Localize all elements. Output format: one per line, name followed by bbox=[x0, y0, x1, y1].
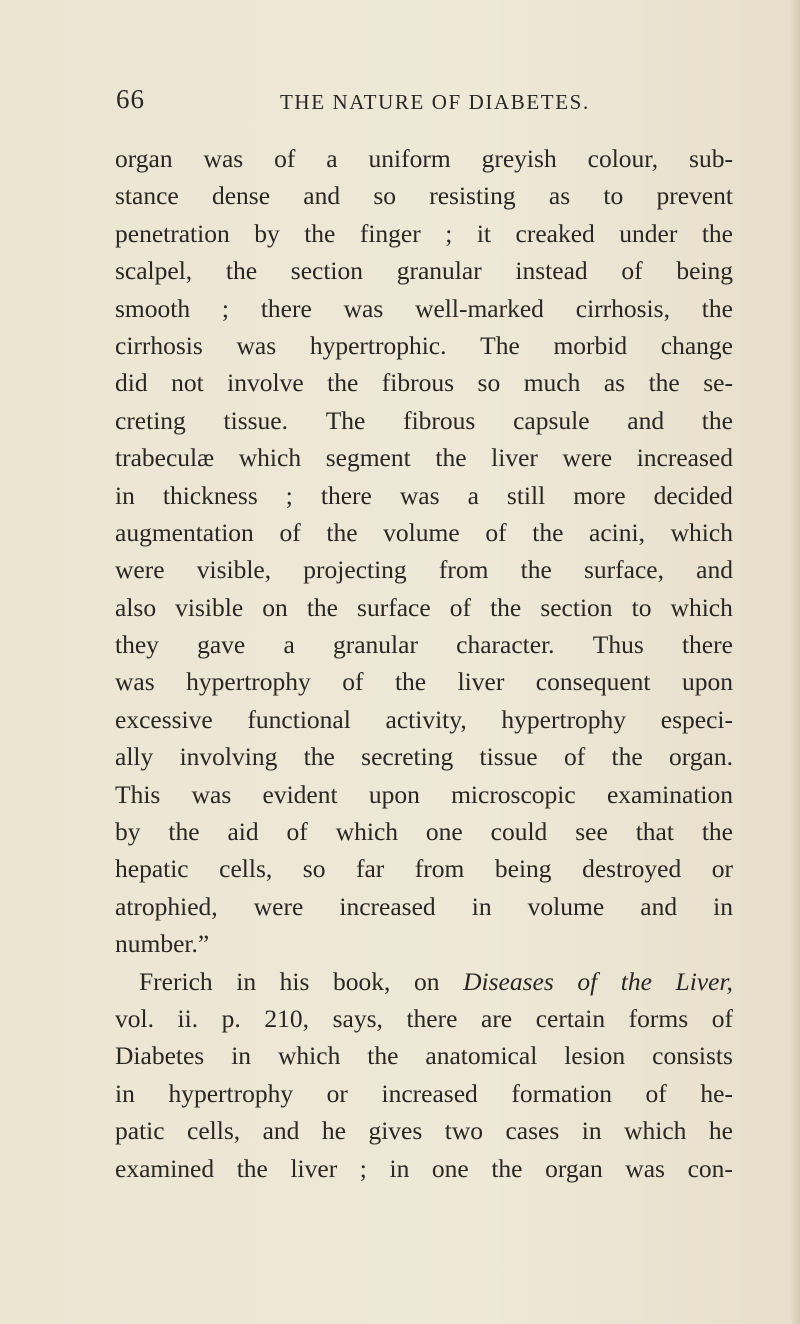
text-line bbox=[115, 1118, 733, 1155]
word: a bbox=[467, 480, 479, 510]
word: was bbox=[399, 480, 440, 510]
word: This bbox=[115, 779, 161, 809]
word: increased bbox=[636, 443, 733, 473]
word: trabeculæ bbox=[115, 443, 215, 473]
word: which bbox=[238, 443, 302, 473]
word: are bbox=[481, 1003, 513, 1033]
word: gives bbox=[368, 1116, 423, 1146]
word: he bbox=[708, 1116, 733, 1146]
word: patic bbox=[115, 1116, 165, 1146]
text-line bbox=[115, 592, 733, 632]
word: was bbox=[343, 293, 384, 323]
word: involve bbox=[227, 368, 304, 398]
word: in bbox=[115, 480, 135, 510]
word: the bbox=[225, 256, 258, 286]
word: thickness bbox=[162, 480, 258, 510]
text-line bbox=[115, 480, 733, 520]
word: granular bbox=[396, 256, 482, 286]
word: was bbox=[115, 667, 155, 697]
word: section bbox=[290, 256, 364, 286]
word: of bbox=[645, 1078, 667, 1108]
word: forms bbox=[628, 1003, 689, 1033]
word: he bbox=[321, 1116, 346, 1146]
word: the bbox=[168, 817, 200, 847]
text-line bbox=[115, 146, 733, 183]
text-line bbox=[115, 557, 733, 594]
word: the bbox=[367, 1041, 399, 1071]
word: finger bbox=[359, 218, 421, 248]
word: vol. bbox=[115, 1003, 154, 1033]
text-line bbox=[115, 856, 733, 893]
word: the bbox=[611, 742, 643, 772]
running-title: THE NATURE OF DIABETES. bbox=[280, 90, 590, 114]
word: segment bbox=[325, 443, 411, 473]
word: the bbox=[326, 517, 358, 547]
word: so bbox=[302, 854, 326, 884]
word: excessive bbox=[115, 704, 213, 734]
body-text bbox=[115, 146, 733, 1193]
word: sub- bbox=[689, 144, 733, 173]
word: the bbox=[491, 1153, 523, 1183]
word: not bbox=[171, 368, 204, 398]
word: tissue. bbox=[223, 405, 288, 435]
word: so bbox=[373, 181, 396, 211]
word: in bbox=[471, 891, 492, 921]
word: which bbox=[278, 1041, 341, 1071]
word: examination bbox=[606, 779, 733, 809]
word: evident bbox=[262, 779, 338, 809]
word: the bbox=[701, 405, 733, 435]
word: number.” bbox=[115, 929, 210, 959]
word: the bbox=[520, 555, 552, 585]
word: as bbox=[548, 181, 571, 211]
word: capsule bbox=[513, 405, 590, 435]
word: of bbox=[621, 256, 643, 286]
word: in bbox=[713, 891, 733, 921]
word: of bbox=[711, 1003, 733, 1033]
word: of bbox=[286, 817, 308, 847]
text-line bbox=[115, 1003, 733, 1043]
text-line bbox=[115, 819, 733, 856]
word: surface bbox=[357, 592, 431, 622]
word: hypertrophy bbox=[168, 1078, 294, 1108]
word: the bbox=[701, 293, 733, 323]
word: hypertrophy bbox=[186, 667, 311, 697]
word: volume bbox=[383, 517, 460, 547]
word: there bbox=[320, 480, 372, 510]
word: decided bbox=[653, 480, 733, 510]
word: aid bbox=[227, 817, 259, 847]
word: of bbox=[449, 592, 471, 622]
running-head bbox=[116, 84, 716, 120]
word: gave bbox=[197, 630, 246, 660]
word: increased bbox=[381, 1078, 478, 1108]
word: he- bbox=[700, 1078, 733, 1108]
word: formation bbox=[511, 1078, 612, 1108]
word: especi- bbox=[660, 704, 733, 734]
word: of bbox=[342, 667, 364, 697]
word: microscopic bbox=[451, 779, 576, 809]
word: still bbox=[506, 480, 546, 510]
word: The bbox=[325, 405, 366, 435]
text-line bbox=[115, 293, 733, 333]
word: dense bbox=[211, 181, 271, 211]
word: instead bbox=[515, 256, 588, 286]
text-line bbox=[115, 445, 733, 482]
word: there bbox=[260, 293, 312, 323]
word: se- bbox=[703, 368, 733, 398]
word: functional bbox=[247, 704, 351, 734]
word: also bbox=[115, 592, 157, 622]
word: projecting bbox=[303, 555, 407, 585]
word: surface, bbox=[583, 555, 664, 585]
word: ; bbox=[285, 480, 293, 510]
word: one bbox=[425, 817, 463, 847]
word: was bbox=[191, 779, 232, 809]
word: or bbox=[711, 854, 733, 884]
text-line bbox=[115, 891, 733, 931]
word: see bbox=[575, 817, 608, 847]
word: organ bbox=[115, 144, 173, 173]
word: that bbox=[635, 817, 674, 847]
word: Frerich bbox=[139, 966, 213, 996]
word: did bbox=[115, 368, 148, 398]
word: upon bbox=[368, 779, 420, 809]
word: to bbox=[631, 592, 652, 622]
word: visible bbox=[175, 592, 244, 622]
word: in bbox=[236, 966, 257, 996]
word: in bbox=[231, 1041, 252, 1071]
word: of bbox=[563, 742, 586, 772]
word: Diseases bbox=[463, 966, 554, 996]
word: character. bbox=[456, 630, 555, 660]
word: in bbox=[115, 1078, 135, 1108]
word: ii. bbox=[177, 1003, 199, 1033]
word: and bbox=[303, 181, 341, 211]
text-line bbox=[115, 218, 733, 258]
word: more bbox=[573, 480, 626, 510]
word: the bbox=[701, 817, 733, 847]
word: from bbox=[438, 555, 489, 585]
text-line bbox=[115, 517, 733, 557]
word: as bbox=[603, 368, 626, 398]
word: consequent bbox=[535, 667, 651, 697]
text-line bbox=[115, 966, 733, 1006]
word: p. bbox=[221, 1003, 241, 1033]
word: the bbox=[236, 1153, 268, 1183]
word: cells, bbox=[219, 854, 273, 884]
word: of bbox=[279, 517, 301, 547]
word: organ. bbox=[669, 742, 733, 772]
word: says, bbox=[332, 1003, 383, 1033]
word: creaked bbox=[515, 218, 595, 248]
word: greyish bbox=[481, 144, 557, 173]
text-line bbox=[115, 405, 733, 445]
word: liver bbox=[491, 443, 538, 473]
text-line bbox=[115, 931, 733, 968]
word: colour, bbox=[587, 144, 659, 173]
word: ; bbox=[221, 293, 229, 323]
word: organ bbox=[545, 1153, 603, 1183]
word: consists bbox=[652, 1041, 733, 1071]
word: tissue bbox=[479, 742, 538, 772]
word: stance bbox=[115, 181, 179, 211]
word: penetration bbox=[115, 218, 230, 248]
word: 210, bbox=[264, 1003, 309, 1033]
word: was bbox=[236, 330, 277, 360]
word: to bbox=[603, 181, 624, 211]
word: Liver, bbox=[675, 966, 733, 996]
word: cirrhosis bbox=[115, 330, 203, 360]
word: the bbox=[394, 667, 427, 697]
word: a bbox=[283, 630, 295, 660]
word: involving bbox=[179, 742, 278, 772]
word: of bbox=[485, 517, 507, 547]
word: there bbox=[681, 630, 733, 660]
word: it bbox=[476, 218, 492, 248]
word: acini, bbox=[589, 517, 645, 547]
word: two bbox=[444, 1116, 483, 1146]
word: cells, bbox=[187, 1116, 241, 1146]
word: of bbox=[274, 144, 296, 173]
word: and bbox=[640, 891, 678, 921]
word: of bbox=[577, 966, 598, 996]
word: scalpel, bbox=[115, 256, 193, 286]
word: uniform bbox=[368, 144, 451, 173]
word: the bbox=[306, 592, 338, 622]
word: much bbox=[523, 368, 581, 398]
word: on bbox=[262, 592, 288, 622]
word: they bbox=[115, 630, 159, 660]
word: and bbox=[696, 555, 733, 585]
word: atrophied, bbox=[115, 891, 218, 921]
text-line bbox=[115, 632, 733, 669]
word: resisting bbox=[429, 181, 516, 211]
word: the bbox=[490, 592, 522, 622]
page-edge-shadow bbox=[790, 0, 800, 1324]
word: visible, bbox=[196, 555, 272, 585]
word: hypertrophic. bbox=[309, 330, 447, 360]
word: the bbox=[435, 443, 467, 473]
text-line bbox=[115, 258, 733, 295]
word: in bbox=[581, 1116, 602, 1146]
word: The bbox=[480, 330, 520, 360]
word: were bbox=[253, 891, 304, 921]
text-line bbox=[115, 1078, 733, 1118]
text-line bbox=[115, 744, 733, 781]
word: which bbox=[624, 1116, 687, 1146]
word: by bbox=[254, 218, 280, 248]
word: being bbox=[676, 256, 733, 286]
text-line bbox=[115, 330, 733, 370]
word: which bbox=[670, 592, 733, 622]
word: the bbox=[304, 218, 336, 248]
word: the bbox=[532, 517, 564, 547]
word: so bbox=[477, 368, 501, 398]
text-line bbox=[115, 370, 733, 407]
word: the bbox=[620, 966, 652, 996]
word: which bbox=[335, 817, 399, 847]
word: were bbox=[115, 555, 165, 585]
word: ; bbox=[359, 1153, 367, 1183]
word: under bbox=[619, 218, 678, 248]
word: from bbox=[414, 854, 465, 884]
word: activity, bbox=[385, 704, 467, 734]
word: volume bbox=[527, 891, 605, 921]
word: smooth bbox=[115, 293, 191, 323]
word: Diabetes bbox=[115, 1041, 205, 1071]
text-line bbox=[115, 1043, 733, 1080]
word: one bbox=[431, 1153, 469, 1183]
text-line bbox=[115, 704, 733, 744]
word: change bbox=[660, 330, 733, 360]
word: the bbox=[327, 368, 359, 398]
word: prevent bbox=[656, 181, 733, 211]
word: were bbox=[562, 443, 613, 473]
word: creting bbox=[115, 405, 186, 435]
word: was bbox=[203, 144, 244, 173]
word: his bbox=[279, 966, 310, 996]
word: liver bbox=[457, 667, 505, 697]
word: Thus bbox=[592, 630, 644, 660]
word: book, bbox=[333, 966, 391, 996]
word: there bbox=[406, 1003, 458, 1033]
page-number: 66 bbox=[116, 84, 145, 114]
text-line bbox=[115, 1153, 733, 1193]
word: the bbox=[303, 742, 335, 772]
word: on bbox=[414, 966, 440, 996]
word: destroyed bbox=[582, 854, 682, 884]
word: anatomical bbox=[425, 1041, 538, 1071]
word: certain bbox=[535, 1003, 606, 1033]
text-line bbox=[115, 669, 733, 706]
word: in bbox=[389, 1153, 410, 1183]
word: hepatic bbox=[115, 854, 189, 884]
word: fibrous bbox=[403, 405, 476, 435]
word: and bbox=[262, 1116, 300, 1146]
word: liver bbox=[290, 1153, 338, 1183]
word: ; bbox=[445, 218, 453, 248]
text-line bbox=[115, 779, 733, 819]
word: secreting bbox=[361, 742, 454, 772]
word: a bbox=[326, 144, 338, 173]
word: ally bbox=[115, 742, 154, 772]
word: hypertrophy bbox=[501, 704, 627, 734]
word: increased bbox=[339, 891, 436, 921]
word: augmentation bbox=[115, 517, 254, 547]
word: lesion bbox=[564, 1041, 626, 1071]
word: could bbox=[490, 817, 548, 847]
word: examined bbox=[115, 1153, 215, 1183]
word: or bbox=[326, 1078, 348, 1108]
word: well-marked bbox=[415, 293, 544, 323]
word: fibrous bbox=[381, 368, 455, 398]
word: which bbox=[670, 517, 733, 547]
word: morbid bbox=[553, 330, 628, 360]
word: upon bbox=[681, 667, 733, 697]
word: cirrhosis, bbox=[575, 293, 670, 323]
word: being bbox=[494, 854, 552, 884]
word: and bbox=[627, 405, 665, 435]
word: far bbox=[355, 854, 385, 884]
word: the bbox=[648, 368, 680, 398]
word: was bbox=[625, 1153, 665, 1183]
word: the bbox=[701, 218, 733, 248]
text-line bbox=[115, 183, 733, 220]
word: con- bbox=[687, 1153, 733, 1183]
word: by bbox=[115, 817, 141, 847]
word: cases bbox=[505, 1116, 560, 1146]
word: granular bbox=[332, 630, 418, 660]
word: section bbox=[540, 592, 613, 622]
